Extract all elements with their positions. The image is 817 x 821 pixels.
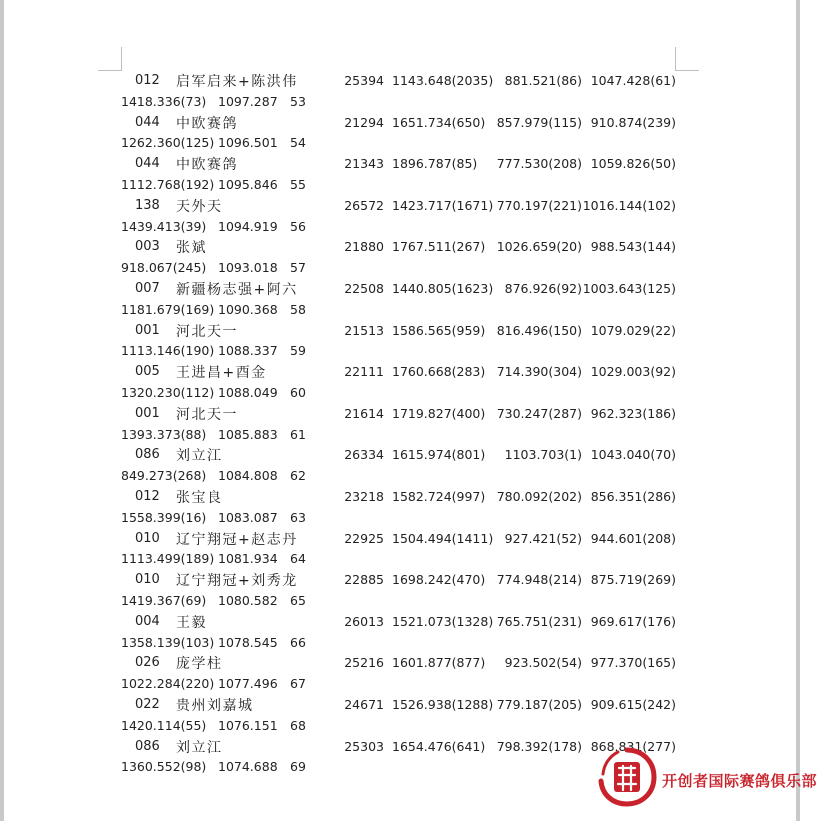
race-1-score: 1601.877(877)	[392, 655, 486, 671]
loft-id: 012	[135, 489, 160, 504]
loft-id: 044	[135, 156, 160, 172]
loft-id: 026	[135, 655, 160, 671]
race-1-score: 1143.648(2035)	[392, 73, 494, 88]
race-2-score: 927.421(52)	[504, 530, 582, 546]
entrant-name: 中欧赛鸽	[176, 115, 238, 132]
rank: 61	[290, 426, 306, 442]
total-score: 1078.545	[218, 634, 278, 650]
ring-number: 25216	[344, 655, 384, 671]
record-line-wrap	[0, 633, 800, 653]
record-line-wrap	[0, 674, 800, 694]
loft-id: 012	[135, 73, 160, 88]
race-4-score: 1181.679(169)	[121, 301, 215, 317]
ring-number: 21614	[344, 405, 384, 421]
ring-number: 23218	[344, 489, 384, 504]
loft-id: 004	[135, 613, 160, 629]
total-score: 1095.846	[218, 177, 278, 192]
ring-number: 21343	[344, 156, 384, 172]
race-1-score: 1504.494(1411)	[392, 530, 494, 546]
rank: 54	[290, 135, 306, 151]
race-1-score: 1698.242(470)	[392, 572, 486, 588]
race-2-score: 730.247(287)	[496, 405, 582, 421]
race-4-score: 1360.552(98)	[121, 759, 207, 775]
race-4-score: 1393.373(88)	[121, 426, 207, 442]
race-1-score: 1896.787(85)	[392, 156, 478, 172]
record-line-wrap	[0, 508, 800, 528]
record-line-main	[0, 529, 800, 549]
record-line-wrap	[0, 549, 800, 569]
record-line-wrap	[0, 175, 800, 195]
rank: 63	[290, 509, 306, 525]
loft-id: 005	[135, 364, 160, 380]
rank: 59	[290, 343, 306, 359]
ring-number: 22508	[344, 281, 384, 296]
ring-number: 21513	[344, 322, 384, 338]
entrant-name: 庞学柱	[176, 656, 223, 673]
record-line-main	[0, 279, 800, 299]
record-line-wrap	[0, 591, 800, 611]
ring-number: 22925	[344, 530, 384, 546]
total-score: 1097.287	[218, 93, 278, 109]
race-2-score: 1103.703(1)	[504, 447, 582, 463]
race-3-score: 875.719(269)	[590, 572, 676, 588]
record-line-main	[0, 71, 800, 91]
record-line-wrap	[0, 217, 800, 237]
total-score: 1081.934	[218, 551, 278, 567]
race-2-score: 923.502(54)	[504, 655, 582, 671]
record-line-wrap	[0, 383, 800, 403]
race-1-score: 1615.974(801)	[392, 447, 486, 463]
race-4-score: 1262.360(125)	[121, 135, 215, 151]
race-1-score: 1423.717(1671)	[392, 197, 494, 213]
race-1-score: 1651.734(650)	[392, 114, 486, 130]
record-line-main	[0, 237, 800, 257]
race-4-score: 1439.413(39)	[121, 218, 207, 234]
record-line-main	[0, 695, 800, 715]
loft-id: 010	[135, 530, 160, 546]
race-2-score: 816.496(150)	[496, 322, 582, 338]
race-1-score: 1586.565(959)	[392, 322, 486, 338]
race-1-score: 1521.073(1328)	[392, 613, 494, 629]
race-3-score: 962.323(186)	[590, 405, 676, 421]
total-score: 1085.883	[218, 426, 278, 442]
rank: 57	[290, 260, 306, 276]
race-3-score: 988.543(144)	[590, 239, 676, 255]
club-name: 开创者国际赛鸽俱乐部	[662, 772, 817, 790]
entrant-name: 张斌	[176, 240, 207, 257]
ring-number: 26572	[344, 197, 384, 213]
entrant-name: 河北天一	[176, 323, 238, 340]
race-4-score: 849.273(268)	[121, 468, 207, 484]
race-3-score: 1059.826(50)	[590, 156, 676, 172]
ring-number: 24671	[344, 697, 384, 712]
loft-id: 044	[135, 114, 160, 130]
record-line-wrap	[0, 425, 800, 445]
race-4-score: 1418.336(73)	[121, 93, 207, 109]
record-line-main	[0, 154, 800, 174]
entrant-name: 张宝良	[176, 490, 223, 506]
record-line-main	[0, 321, 800, 341]
rank: 66	[290, 634, 306, 650]
race-1-score: 1760.668(283)	[392, 364, 486, 380]
loft-id: 001	[135, 405, 160, 421]
rank: 69	[290, 759, 306, 775]
race-2-score: 780.092(202)	[496, 489, 582, 504]
race-3-score: 868.831(277)	[590, 738, 676, 754]
race-4-score: 1112.768(192)	[121, 177, 215, 192]
race-2-score: 774.948(214)	[496, 572, 582, 588]
total-score: 1077.496	[218, 676, 278, 692]
ring-number: 21294	[344, 114, 384, 130]
total-score: 1088.049	[218, 385, 278, 400]
loft-id: 001	[135, 322, 160, 338]
race-1-score: 1440.805(1623)	[392, 281, 494, 296]
entrant-name: 河北天一	[176, 406, 238, 423]
entrant-name: 天外天	[176, 198, 223, 215]
ring-number: 26013	[344, 613, 384, 629]
race-3-score: 910.874(239)	[590, 114, 676, 130]
rank: 68	[290, 717, 306, 733]
loft-id: 022	[135, 697, 160, 712]
race-2-score: 798.392(178)	[496, 738, 582, 754]
rank: 62	[290, 468, 306, 484]
race-3-score: 1003.643(125)	[582, 281, 676, 296]
race-2-score: 881.521(86)	[504, 73, 582, 88]
record-line-wrap	[0, 300, 800, 320]
ring-number: 21880	[344, 239, 384, 255]
entrant-name: 王毅	[176, 614, 207, 631]
race-2-score: 714.390(304)	[496, 364, 582, 380]
race-2-score: 779.187(205)	[496, 697, 582, 712]
total-score: 1088.337	[218, 343, 278, 359]
total-score: 1083.087	[218, 509, 278, 525]
record-line-main	[0, 113, 800, 133]
record-line-main	[0, 445, 800, 465]
race-3-score: 856.351(286)	[590, 489, 676, 504]
ring-number: 22885	[344, 572, 384, 588]
race-4-score: 1358.139(103)	[121, 634, 215, 650]
loft-id: 138	[135, 197, 160, 213]
race-2-score: 770.197(221)	[496, 197, 582, 213]
total-score: 1080.582	[218, 593, 278, 608]
rank: 60	[290, 385, 306, 400]
record-line-wrap	[0, 92, 800, 112]
race-4-score: 1113.499(189)	[121, 551, 215, 567]
entrant-name: 刘立江	[176, 448, 223, 465]
rank: 53	[290, 93, 306, 109]
ring-number: 25394	[344, 73, 384, 88]
total-score: 1084.808	[218, 468, 278, 484]
rank: 58	[290, 301, 306, 317]
race-4-score: 1558.399(16)	[121, 509, 207, 525]
total-score: 1076.151	[218, 717, 278, 733]
race-1-score: 1526.938(1288)	[392, 697, 494, 712]
record-line-wrap	[0, 258, 800, 278]
loft-id: 086	[135, 447, 160, 463]
total-score: 1094.919	[218, 218, 278, 234]
race-1-score: 1582.724(997)	[392, 489, 486, 504]
race-4-score: 1022.284(220)	[121, 676, 215, 692]
record-line-main	[0, 362, 800, 382]
loft-id: 010	[135, 572, 160, 588]
record-line-main	[0, 404, 800, 424]
race-1-score: 1767.511(267)	[392, 239, 486, 255]
rank: 65	[290, 593, 306, 608]
race-2-score: 777.530(208)	[496, 156, 582, 172]
entrant-name: 辽宁翔冠+赵志丹	[176, 531, 298, 548]
race-3-score: 1016.144(102)	[582, 197, 676, 213]
race-4-score: 918.067(245)	[121, 260, 207, 276]
ring-number: 22111	[344, 364, 384, 380]
race-1-score: 1654.476(641)	[392, 738, 486, 754]
entrant-name: 王进昌+酉金	[176, 365, 267, 382]
record-line-wrap	[0, 133, 800, 153]
ring-number: 26334	[344, 447, 384, 463]
entrant-name: 中欧赛鸽	[176, 157, 238, 174]
record-line-wrap	[0, 716, 800, 736]
loft-id: 086	[135, 738, 160, 754]
race-3-score: 977.370(165)	[590, 655, 676, 671]
rank: 56	[290, 218, 306, 234]
total-score: 1074.688	[218, 759, 278, 775]
ring-number: 25303	[344, 738, 384, 754]
entrant-name: 辽宁翔冠+刘秀龙	[176, 573, 298, 590]
race-3-score: 1079.029(22)	[590, 322, 676, 338]
entrant-name: 新疆杨志强+阿六	[176, 282, 298, 298]
entrant-name: 刘立江	[176, 739, 223, 756]
total-score: 1093.018	[218, 260, 278, 276]
rank: 64	[290, 551, 306, 567]
race-2-score: 1026.659(20)	[496, 239, 582, 255]
record-line-main	[0, 487, 800, 507]
loft-id: 003	[135, 239, 160, 255]
total-score: 1096.501	[218, 135, 278, 151]
race-2-score: 876.926(92)	[504, 281, 582, 296]
race-1-score: 1719.827(400)	[392, 405, 486, 421]
record-line-main	[0, 653, 800, 673]
race-3-score: 944.601(208)	[590, 530, 676, 546]
race-4-score: 1420.114(55)	[121, 717, 207, 733]
entrant-name: 贵州刘嘉城	[176, 698, 254, 714]
rank: 67	[290, 676, 306, 692]
entrant-name: 启军启来+陈洪伟	[176, 74, 298, 90]
record-line-main	[0, 196, 800, 216]
total-score: 1090.368	[218, 301, 278, 317]
race-4-score: 1320.230(112)	[121, 385, 215, 400]
race-2-score: 765.751(231)	[496, 613, 582, 629]
race-2-score: 857.979(115)	[496, 114, 582, 130]
race-3-score: 969.617(176)	[590, 613, 676, 629]
record-line-wrap	[0, 466, 800, 486]
rank: 55	[290, 177, 306, 192]
race-3-score: 1047.428(61)	[590, 73, 676, 88]
loft-id: 007	[135, 281, 160, 296]
race-4-score: 1419.367(69)	[121, 593, 207, 608]
record-line-main	[0, 612, 800, 632]
watermark-logo	[594, 744, 817, 810]
race-3-score: 1029.003(92)	[590, 364, 676, 380]
record-line-main	[0, 570, 800, 590]
record-line-wrap	[0, 341, 800, 361]
club-seal-icon	[594, 744, 660, 810]
race-3-score: 909.615(242)	[590, 697, 676, 712]
race-3-score: 1043.040(70)	[590, 447, 676, 463]
race-4-score: 1113.146(190)	[121, 343, 215, 359]
